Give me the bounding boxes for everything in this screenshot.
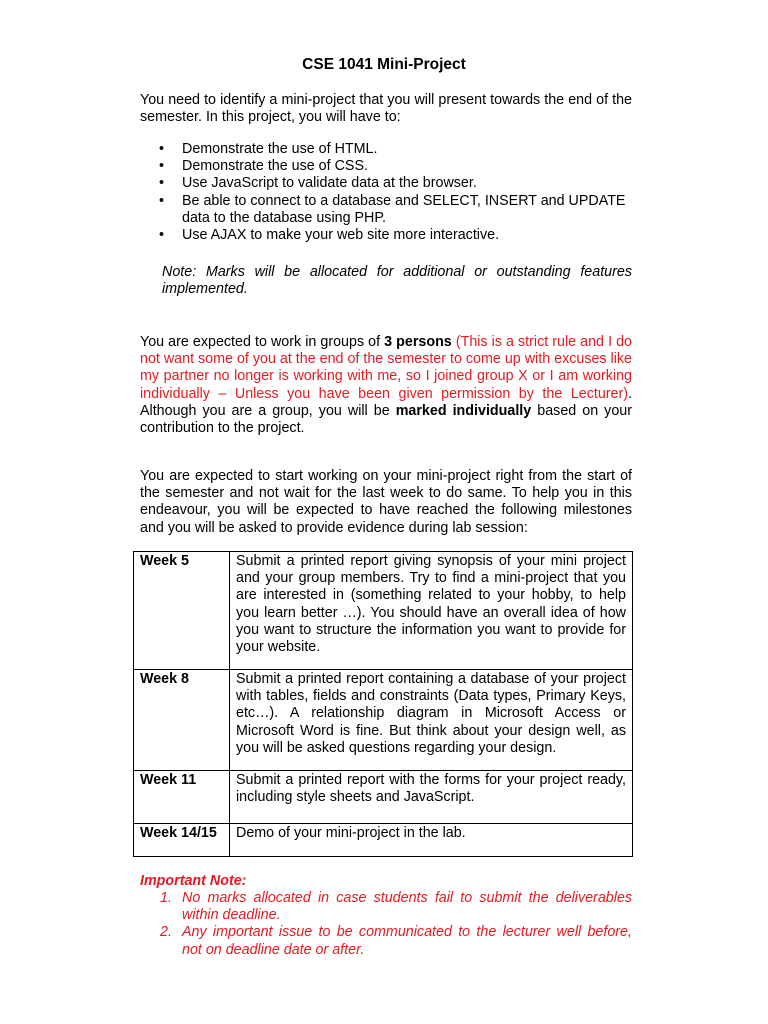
list-item-text: Any important issue to be communicated to the lecturer well before, not on deadline date or after.: [182, 924, 632, 958]
list-item-text: No marks allocated in case students fail to submit the deliverables within deadline.: [182, 890, 632, 924]
description-cell: Submit a printed report containing a database of your project with tables, fields and constraints (Data types, Primary Keys, etc…). A relationship diagram in Microsoft Access or Microsoft Word is fine. But think about your design well, as you will be asked questions regarding your design.: [230, 670, 633, 771]
groups-text: You are expected to work in groups of: [140, 334, 385, 350]
list-item: [140, 890, 632, 924]
list-item: [140, 193, 632, 227]
list-item: [140, 227, 632, 244]
description-cell: Submit a printed report giving synopsis of your mini project and your group members. Try to find a mini-project that you are interested in (something related to your hobby, to help you learn better …). You should have an overall idea of how you want to structure the information you want to provide for your website.: [230, 552, 633, 670]
week-cell: Week 14/15: [134, 824, 230, 857]
marked-individually: marked individually: [395, 402, 532, 419]
list-item: [140, 924, 632, 958]
table-row: [134, 670, 633, 771]
week-cell: Week 5: [134, 552, 230, 670]
list-item-text: Use AJAX to make your web site more interactive.: [182, 227, 500, 244]
requirements-list: [140, 141, 632, 244]
description-cell: Submit a printed report with the forms for your project ready, including style sheets and JavaScript.: [230, 771, 633, 824]
list-item-text: Be able to connect to a database and SELECT, INSERT and UPDATE data to the database using PHP.: [182, 192, 626, 226]
milestones-table: [133, 551, 633, 857]
list-item: [140, 141, 632, 158]
list-item: [140, 175, 632, 192]
description-cell: Demo of your mini-project in the lab.: [230, 824, 633, 857]
groups-text: based on your contribution to the project.: [140, 402, 632, 437]
strict-rule-text: (This is a strict rule and I do not want some of you at the end of the semester to come up with excuses like my partner no longer is working with me, so I joined group X or I am working individually – Unless you have been given permission by the Lecturer): [140, 334, 632, 402]
groups-paragraph: [140, 334, 632, 437]
list-item-text: Demonstrate the use of HTML.: [182, 141, 378, 157]
important-note-heading: Important Note:: [140, 873, 247, 889]
bullet-icon: •: [159, 227, 165, 244]
item-number: 1.: [160, 890, 172, 906]
table-row: [134, 552, 633, 670]
milestones-intro: You are expected to start working on your mini-project right from the start of the semester and not wait for the last week to do same. To help you in this endeavour, you will be expected to have reached the following milestones and you will be asked to provide evidence during lab session:: [140, 468, 632, 536]
bullet-icon: •: [159, 192, 165, 209]
group-size: 3 persons: [384, 334, 452, 350]
groups-text: . Although you are a group, you will be: [140, 385, 632, 419]
week-cell: Week 11: [134, 771, 230, 824]
item-number: 2.: [160, 924, 172, 941]
table-row: [134, 771, 633, 824]
week-cell: Week 8: [134, 670, 230, 771]
bullet-icon: •: [159, 141, 165, 157]
intro-paragraph: You need to identify a mini-project that you will present towards the end of the semester. In this project, you will have to:: [140, 92, 632, 126]
list-item-text: Demonstrate the use of CSS.: [182, 158, 368, 175]
table-row: [134, 824, 633, 857]
bullet-icon: •: [159, 175, 165, 192]
list-item: [140, 158, 632, 175]
page-title: CSE 1041 Mini-Project: [302, 56, 466, 73]
bullet-icon: •: [159, 158, 165, 175]
marks-note: Note: Marks will be allocated for additional or outstanding features implemented.: [162, 264, 632, 298]
list-item-text: Use JavaScript to validate data at the browser.: [182, 175, 477, 192]
important-note-list: [140, 890, 632, 959]
